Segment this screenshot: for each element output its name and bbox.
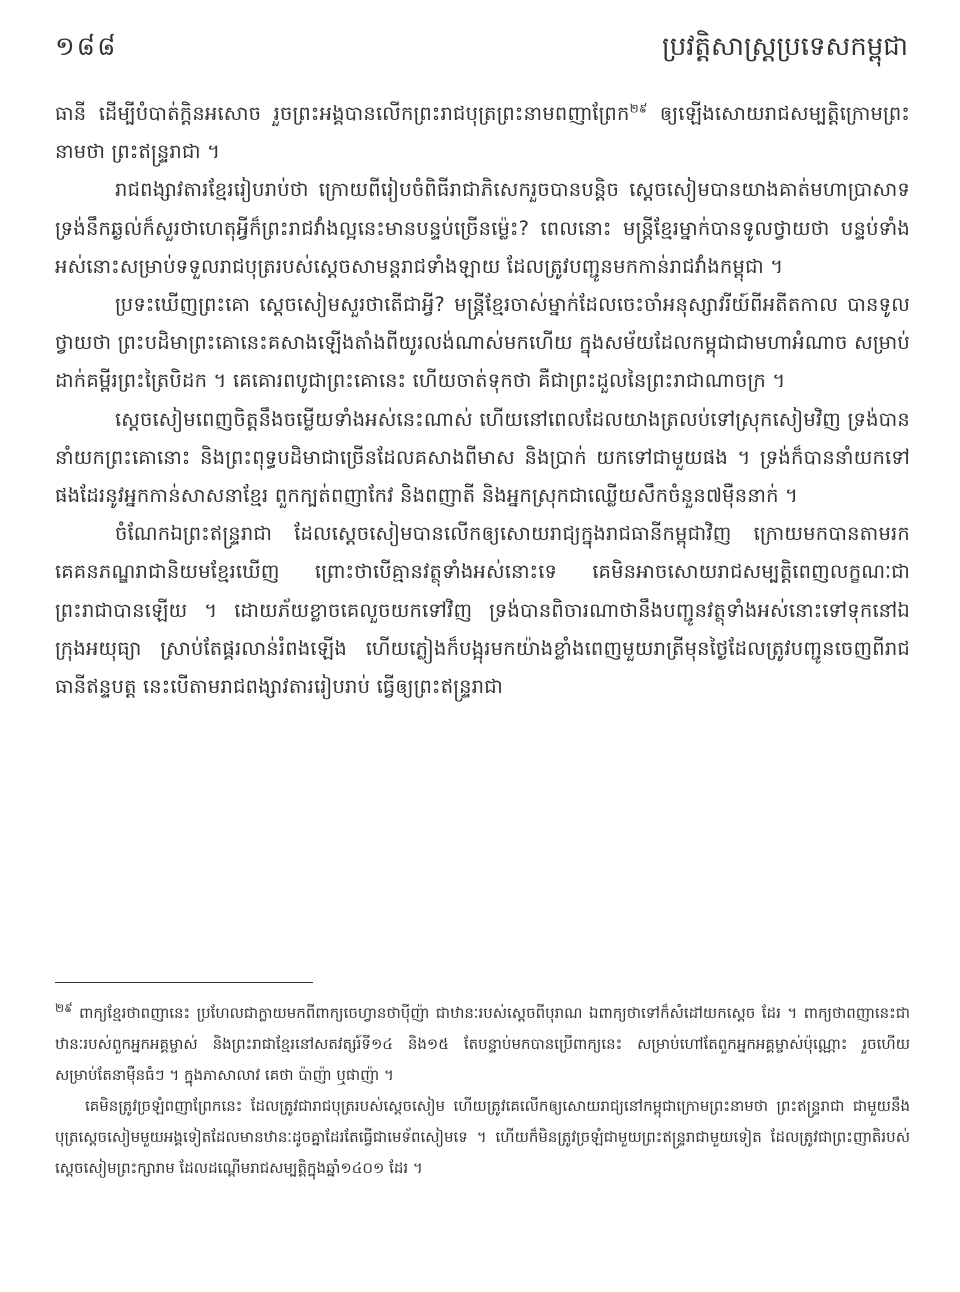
paragraph-5: ចំណែកឯព្រះឥន្ទ្ររាជា ដែលស្តេចសៀមបានលើកឲ្យសោយរាជ្យក្នុងរាជធានីកម្ពុជាវិញ ក្រោយមកបានតាមរកគេគនភណ្ឌរាជានិយមខ្មែរឃើញ ព្រោះថាបើគ្មានវត្ថុទាំងអស់នោះទេ គេមិនអាចសោយរាជសម្បត្តិពេញលក្ខណៈជាព្រះរាជាបានឡើយ ។ ដោយភ័យខ្លាចគេលួចយកទៅវិញ ទ្រង់បានពិចារណាថានឹងបញ្ជូនវត្ថុទាំងអស់នោះទៅទុកនៅឯក្រុងអយុធ្យា ស្រាប់តែផ្គរលាន់រំពងឡើង ហើយភ្លៀងក៏បង្អុរមកយ៉ាងខ្លាំងពេញមួយរាត្រីមុនថ្ងៃដែលត្រូវបញ្ជូនចេញពីរាជធានីឥន្ទបត្ត នេះបើតាមរាជពង្សាវតាររៀបរាប់ ធ្វើឲ្យព្រះឥន្ទ្ររាជា <box>55 522 910 699</box>
paragraph-4: ស្តេចសៀមពេញចិត្តនឹងចម្លើយទាំងអស់នេះណាស់ ហើយនៅពេលដែលយាងត្រលប់ទៅស្រុកសៀមវិញ ទ្រង់បាននាំយកព្រះគោនោះ និងព្រះពុទ្ធបដិមាជាច្រើនដែលគសាងពីមាស និងប្រាក់ យកទៅជាមួយផង ។ ទ្រង់ក៏បាននាំយកទៅផងដែរនូវអ្នកកាន់សាសនាខ្មែរ ពួកក្បត់ពញាកែវ និងពញាតី និងអ្នកស្រុកជាឈ្លើយសឹកចំនួន៧ម៉ឺននាក់ ។ <box>55 407 910 508</box>
footnote-2: គេមិនត្រូវច្រឡំពញាព្រែកនេះ ដែលត្រូវជារាជបុត្ររបស់ស្តេចសៀម ហើយត្រូវគេលើកឲ្យសោយរាជ្យនៅកម្ពុជាក្រោមព្រះនាមថា ព្រះឥន្ទ្ររាជា ជាមួយនឹងបុត្រស្តេចសៀមមួយអង្គទៀតដែលមានឋានៈដូចគ្នាដែរតែធ្វើជាមេទ័ពសៀមទេ ។ ហើយក៏មិនត្រូវច្រឡំជាមួយព្រះឥន្ទ្ររាជាមួយទៀត ដែលត្រូវជាព្រះញាតិរបស់ស្តេចសៀមព្រះក្សារាម ដែលដណ្តើមរាជសម្បត្តិក្នុងឆ្នាំ១៤០១ ដែរ ។ <box>55 1097 910 1177</box>
footnote-1 <box>55 998 910 1091</box>
paragraph-2: រាជពង្សាវតារខ្មែររៀបរាប់ថា ក្រោយពីរៀបចំពិធីរាជាភិសេករួចបានបន្តិច ស្តេចសៀមបានយាងគាត់មហាប្រាសាទ ទ្រង់នឹកឆ្ងល់ក៏សួរថាហេតុអ្វីក៏ព្រះរាជវាំងល្អនេះមានបន្ទប់ច្រើនម្ល៉េះ? ពេលនោះ មន្ត្រីខ្មែរម្នាក់បានទូលថ្វាយថា បន្ទប់ទាំងអស់នោះសម្រាប់ទទួលរាជបុត្ររបស់ស្តេចសាមន្តរាជទាំងឡាយ ដែលត្រូវបញ្ជូនមកកាន់រាជវាំងកម្ពុជា ។ <box>55 178 910 278</box>
footnote-1-marker: ២៩ <box>55 1001 73 1015</box>
footnote-marker: ២៩ <box>629 101 648 116</box>
footnote-divider <box>55 982 313 983</box>
footnote-1-text: ពាក្យខ្មែរថាពញានេះ ប្រហែលជាក្លាយមកពីពាក្យចេហ្វានថាប៉ីញ៉ា ជាឋានៈរបស់ស្តេចពីបុរាណ ឯពាក្យថាទៅក៏សំដៅយកស្តេច ដែរ ។ ពាក្យថាពញានេះជាឋានៈរបស់ពួកអ្នកអគ្គម្ចាស់ និងព្រះរាជាខ្មែរនៅសតវត្សរ៍ទី១៤ និង១៥ តែបន្ទាប់មកបានប្រើពាក្យនេះ សម្រាប់ហៅតែពួកអ្នកអគ្គម្ចាស់ប៉ុណ្ណោះ រួចហើយសម្រាប់តែនាម៉ឺនធំៗ ។ ក្នុងភាសាលាវ គេថា ប៉ាញ៉ា ឬផាញ៉ា ។ <box>55 1004 910 1084</box>
page-number: ១៨៨ <box>55 32 118 62</box>
paragraph-1 <box>55 95 910 171</box>
paragraph-3: ប្រទះឃើញព្រះគោ ស្តេចសៀមសួរថាតើជាអ្វី? មន្ត្រីខ្មែរចាស់ម្នាក់ដែលចេះចាំអនុស្សាវរីយ៍ពីអតីតកាល បានទូលថ្វាយថា ព្រះបដិមាព្រះគោនេះគសាងឡើងតាំងពីយូរលង់ណាស់មកហើយ ក្នុងសម័យដែលកម្ពុជាជាមហាអំណាច សម្រាប់ដាក់គម្ពីរព្រះត្រៃបិដក ។ គេគោរពបូជាព្រះគោនេះ ហើយចាត់ទុកថា គឺជាព្រះដួលនៃព្រះរាជាណាចក្រ ។ <box>55 293 910 393</box>
main-text <box>55 95 910 706</box>
running-header-title: ប្រវត្តិសាស្ត្រប្រទេសកម្ពុជា <box>661 32 908 62</box>
paragraph-1-text: ធានី ដើម្បីបំបាត់ក្តិនអសោច រួចព្រះអង្គបានលើកព្រះរាជបុត្រព្រះនាមពញាព្រែក <box>55 102 630 125</box>
paragraph-1-end: ឲ្យឡើងសោយរាជសម្បត្តិក្រោមព្រះនាមថា ព្រះឥន្ទ្ររាជា ។ <box>55 102 910 164</box>
footnotes <box>55 998 910 1184</box>
